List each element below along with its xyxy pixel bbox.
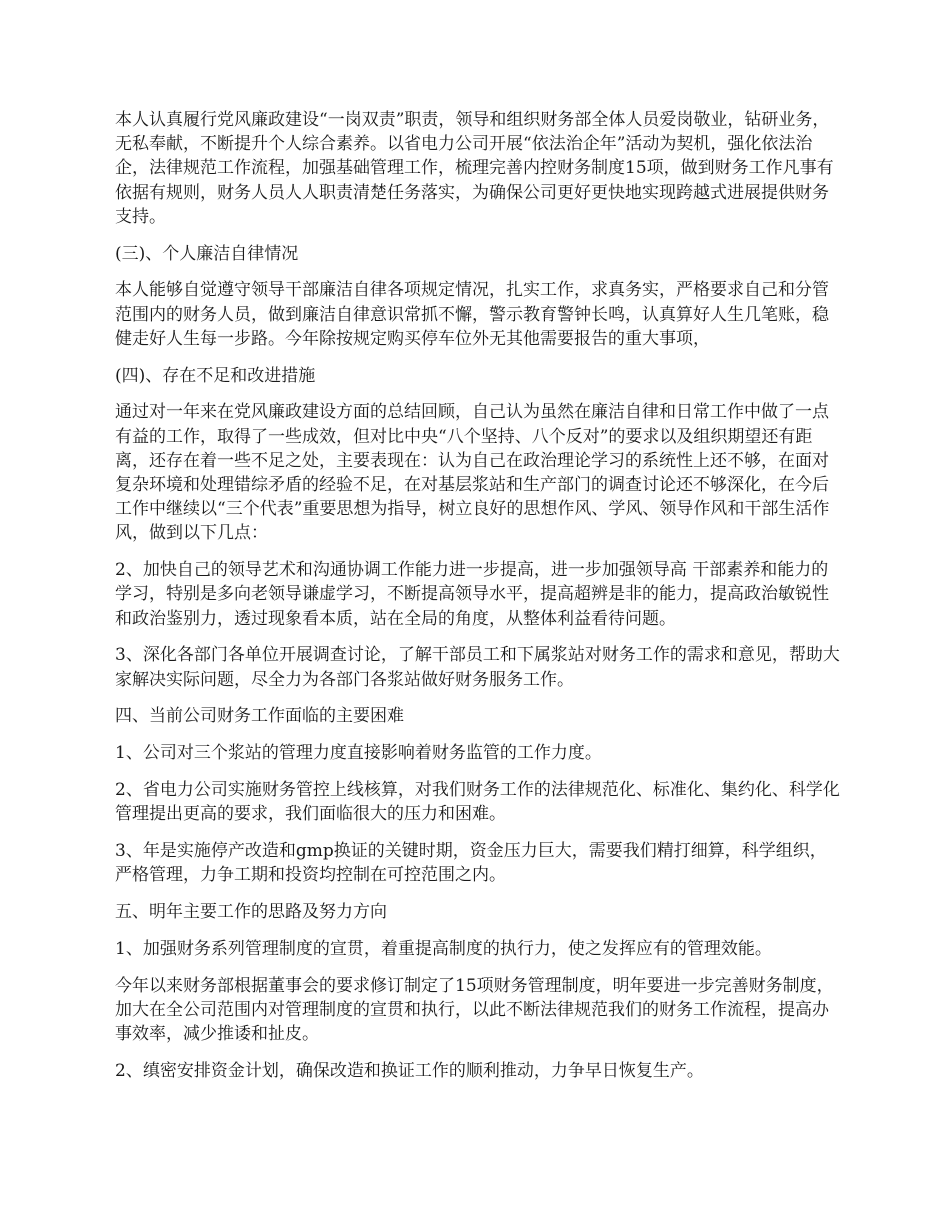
paragraph-next-year-1: 1、加强财务系列管理制度的宣贯，着重提高制度的执行力，使之发挥应有的管理效能。: [115, 938, 772, 959]
paragraph-difficulty-2: 2、省电力公司实施财务管控上线核算，对我们财务工作的法律规范化、标准化、集约化、科学化管理提出更高的要求，我们面临很大的压力和困难。: [115, 780, 840, 825]
section-heading-next-year: 五、明年主要工作的思路及努力方向: [115, 902, 387, 923]
paragraph-next-year-detail: 今年以来财务部根据董事会的要求修订制定了15项财务管理制度，明年要进一步完善财务制度，加大在全公司范围内对管理制度的宣贯和执行，以此不断法律规范我们的财务工作流程，提高办事效率，减少推诿和扯皮。: [115, 975, 834, 1045]
paragraph-self-discipline: 本人能够自觉遵守领导干部廉洁自律各项规定情况，扎实工作，求真务实，严格要求自己和分管范围内的财务人员，做到廉洁自律意识常抓不懈，警示教育警钟长鸣，认真算好人生几笔账，稳健走好人生每一步路。今年除按规定购买停车位外无其他需要报告的重大事项，: [115, 280, 829, 349]
section-heading-difficulties: 四、当前公司财务工作面临的主要困难: [115, 706, 404, 727]
paragraph-improvement-3: 3、深化各部门各单位开展调查讨论，了解干部员工和下属浆站对财务工作的需求和意见，帮助大家解决实际问题，尽全力为各部门各浆站做好财务服务工作。: [115, 645, 840, 690]
section-heading-shortcomings: (四)、存在不足和改进措施: [115, 365, 316, 386]
document-page: [115, 108, 840, 1096]
paragraph-next-year-2: 2、缜密安排资金计划，确保改造和换证工作的顺利推动，力争早日恢复生产。: [115, 1060, 704, 1081]
paragraph-difficulty-3: 3、年是实施停产改造和gmp换证的关键时期，资金压力巨大，需要我们精打细算，科学组织，严格管理，力争工期和投资均控制在可控范围之内。: [115, 841, 827, 886]
paragraph-shortcomings: 通过对一年来在党风廉政建设方面的总结回顾，自己认为虽然在廉洁自律和日常工作中做了一点有益的工作，取得了一些成效，但对比中央“八个坚持、八个反对”的要求以及组织期望还有距离，还存在着一些不足之处，主要表现在：认为自己在政治理论学习的系统性上还不够，在面对复杂环境和处理错综矛盾的经验不足，在对基层浆站和生产部门的调查讨论还不够深化，在今后工作中继续以“三个代表”重要思想为指导，树立良好的思想作风、学风、领导作风和干部生活作风，做到以下几点：: [115, 402, 830, 544]
paragraph-improvement-2: 2、加快自己的领导艺术和沟通协调工作能力进一步提高，进一步加强领导高 干部素养和能力的学习，特别是多向老领导谦虚学习，不断提高领导水平，提高超辨是非的能力，提高政治敏锐性和政治鉴别力，透过现象看本质，站在全局的角度，从整体利益看待问题。: [115, 560, 829, 629]
section-heading-self-discipline: (三)、个人廉洁自律情况: [115, 243, 299, 264]
paragraph-difficulty-1: 1、公司对三个浆站的管理力度直接影响着财务监管的工作力度。: [115, 743, 602, 764]
paragraph-responsibility: 本人认真履行党风廉政建设“一岗双责”职责，领导和组织财务部全体人员爱岗敬业，钻研业务，无私奉献，不断提升个人综合素养。以省电力公司开展“依法治企年”活动为契机，强化依法治企，法律规范工作流程，加强基础管理工作，梳理完善内控财务制度15项，做到财务工作凡事有依据有规则，财务人员人人职责清楚任务落实，为确保公司更好更快地实现跨越式进展提供财务支持。: [115, 110, 834, 227]
